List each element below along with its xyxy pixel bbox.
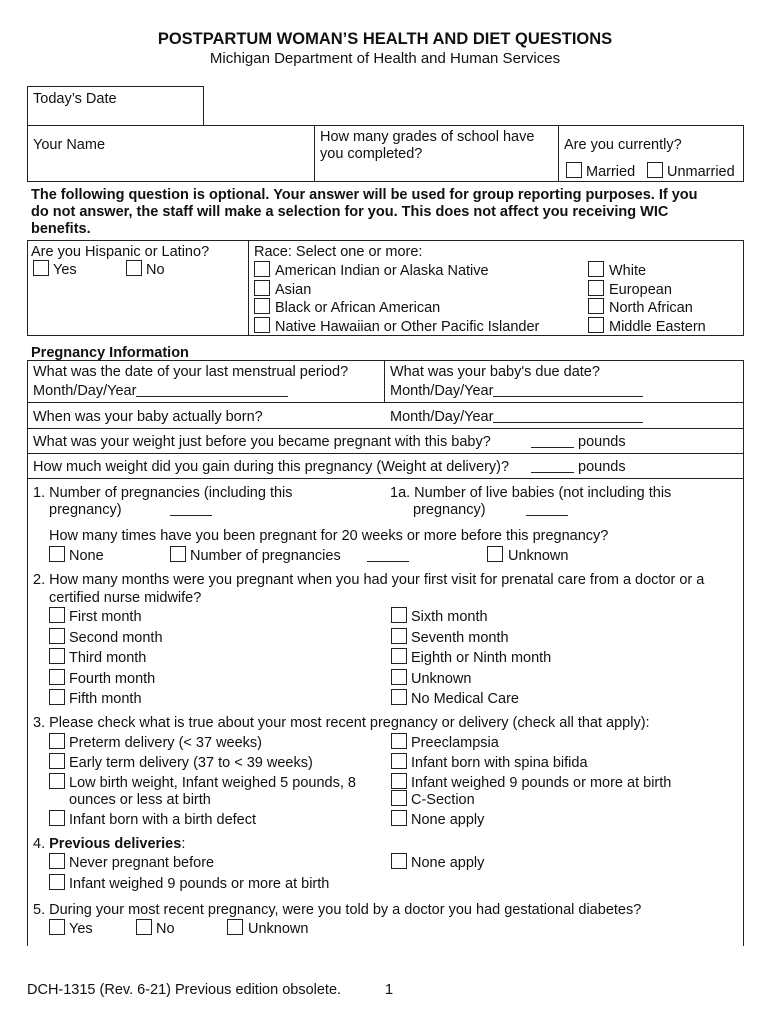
divider (27, 428, 744, 429)
due-field[interactable] (390, 382, 643, 400)
q3-checkbox[interactable] (391, 773, 407, 789)
weight-gain-field[interactable] (531, 458, 626, 476)
q1-unknown-checkbox[interactable] (487, 546, 503, 562)
hispanic-yes-checkbox[interactable] (33, 260, 49, 276)
hispanic-yes-label: Yes (53, 262, 77, 278)
q1-label: pregnancy) (49, 502, 122, 518)
born-field[interactable] (390, 408, 643, 426)
q2-checkbox[interactable] (49, 628, 65, 644)
q2-checkbox[interactable] (49, 648, 65, 664)
q2-option: No Medical Care (411, 691, 519, 707)
q1-unknown-label: Unknown (508, 548, 569, 564)
q1-number-label: Number of pregnancies (190, 548, 341, 564)
race-checkbox[interactable] (588, 261, 604, 277)
hispanic-no-label: No (146, 262, 165, 278)
q5-label: 5. During your most recent pregnancy, were you told by a doctor you had gestational diabetes? (33, 902, 642, 918)
due-question: What was your baby's due date? (390, 364, 600, 380)
marital-label: Are you currently? (564, 137, 682, 153)
q2-checkbox[interactable] (49, 669, 65, 685)
q1-number-checkbox[interactable] (170, 546, 186, 562)
optional-notice: do not answer, the staff will make a selection for you. This does not affect you receiving WIC (31, 204, 669, 220)
race-option: American Indian or Alaska Native (275, 263, 489, 279)
race-question: Race: Select one or more: (254, 244, 423, 260)
q1a-live-babies-field[interactable] (526, 502, 568, 516)
q3-checkbox[interactable] (49, 810, 65, 826)
race-checkbox[interactable] (588, 298, 604, 314)
divider (314, 125, 315, 182)
q3-checkbox[interactable] (391, 790, 407, 806)
q5-option: No (156, 921, 175, 937)
race-checkbox[interactable] (254, 317, 270, 333)
race-option: European (609, 282, 672, 298)
q4-checkbox[interactable] (49, 853, 65, 869)
hispanic-question: Are you Hispanic or Latino? (31, 244, 210, 260)
q4-number: 4. (33, 836, 46, 852)
q3-option: Infant born with a birth defect (69, 812, 256, 828)
q4-label (33, 835, 185, 853)
q3-option: Low birth weight, Infant weighed 5 pounds, 8 (69, 775, 356, 791)
form-subtitle: Michigan Department of Health and Human Services (209, 50, 561, 67)
divider (27, 402, 744, 403)
today-date-label: Today’s Date (33, 91, 117, 107)
race-option: North African (609, 300, 693, 316)
race-checkbox[interactable] (588, 317, 604, 333)
q3-option: Infant weighed 9 pounds or more at birth (411, 775, 672, 791)
q3-option: Early term delivery (37 to < 39 weeks) (69, 755, 313, 771)
q2-option: First month (69, 609, 142, 625)
q2-checkbox[interactable] (391, 648, 407, 664)
divider (558, 125, 559, 182)
q1-sub-question: How many times have you been pregnant for 20 weeks or more before this pregnancy? (49, 528, 609, 544)
divider (27, 453, 744, 454)
q3-checkbox[interactable] (391, 810, 407, 826)
q5-unknown-checkbox[interactable] (227, 919, 243, 935)
q5-option: Unknown (248, 921, 309, 937)
q2-checkbox[interactable] (391, 628, 407, 644)
q5-option: Yes (69, 921, 93, 937)
q5-yes-checkbox[interactable] (49, 919, 65, 935)
race-option: Middle Eastern (609, 319, 706, 335)
divider (248, 240, 249, 336)
q2-checkbox[interactable] (49, 689, 65, 705)
q1-number-field[interactable] (367, 548, 409, 562)
q3-label: 3. Please check what is true about your most recent pregnancy or delivery (check all that apply): (33, 715, 650, 731)
q3-option: Preeclampsia (411, 735, 499, 751)
weight-gain-question: How much weight did you gain during this pregnancy (Weight at delivery)? (33, 459, 510, 475)
q2-checkbox[interactable] (391, 669, 407, 685)
lmp-field[interactable] (33, 382, 288, 400)
q2-option: Third month (69, 650, 147, 666)
unmarried-label: Unmarried (667, 164, 735, 180)
weight-before-question: What was your weight just before you became pregnant with this baby? (33, 434, 491, 450)
grades-label: How many grades of school have (320, 129, 535, 145)
q4-checkbox[interactable] (49, 874, 65, 890)
grades-label: you completed? (320, 146, 423, 162)
q2-option: Seventh month (411, 630, 509, 646)
q2-option: Eighth or Ninth month (411, 650, 552, 666)
hispanic-no-checkbox[interactable] (126, 260, 142, 276)
race-checkbox[interactable] (254, 280, 270, 296)
page-number: 1 (385, 982, 394, 998)
married-checkbox[interactable] (566, 162, 582, 178)
weight-gain-unit: pounds (578, 459, 626, 475)
q1-label: 1. Number of pregnancies (including this (33, 485, 293, 501)
q2-label: certified nurse midwife? (49, 590, 202, 606)
born-question: When was your baby actually born? (33, 409, 263, 425)
q3-option: Infant born with spina bifida (411, 755, 588, 771)
q3-checkbox[interactable] (391, 733, 407, 749)
divider (27, 478, 744, 479)
q1-pregnancies-field[interactable] (170, 502, 212, 516)
q3-checkbox[interactable] (49, 753, 65, 769)
q4-option: None apply (411, 855, 485, 871)
q2-option: Second month (69, 630, 163, 646)
q2-option: Sixth month (411, 609, 488, 625)
q4-checkbox[interactable] (391, 853, 407, 869)
divider (384, 360, 385, 402)
q2-option: Fourth month (69, 671, 156, 687)
q3-checkbox[interactable] (49, 733, 65, 749)
q3-option: None apply (411, 812, 485, 828)
q3-option: Preterm delivery (< 37 weeks) (69, 735, 262, 751)
q4-heading: Previous deliveries (49, 836, 182, 852)
q2-checkbox[interactable] (49, 607, 65, 623)
race-option: Asian (275, 282, 312, 298)
q4-option: Never pregnant before (69, 855, 215, 871)
q3-option-cont: ounces or less at birth (69, 792, 211, 808)
q2-checkbox[interactable] (391, 607, 407, 623)
q1a-label: pregnancy) (413, 502, 486, 518)
q1-none-label: None (69, 548, 104, 564)
q4-option: Infant weighed 9 pounds or more at birth (69, 876, 330, 892)
weight-before-field[interactable] (531, 433, 626, 451)
married-label: Married (586, 164, 636, 180)
optional-notice: The following question is optional. Your answer will be used for group reporting purposes. If you (31, 187, 698, 203)
pregnancy-heading: Pregnancy Information (31, 345, 189, 361)
due-format: Month/Day/Year (390, 383, 494, 399)
q2-label: 2. How many months were you pregnant when you had your first visit for prenatal care from a doctor or a (33, 572, 705, 588)
form-title: POSTPARTUM WOMAN’S HEALTH AND DIET QUESTIONS (157, 30, 613, 48)
race-checkbox[interactable] (254, 261, 270, 277)
q2-checkbox[interactable] (391, 689, 407, 705)
race-option: Black or African American (275, 300, 441, 316)
born-format: Month/Day/Year (390, 409, 494, 425)
q3-checkbox[interactable] (391, 753, 407, 769)
race-checkbox[interactable] (588, 280, 604, 296)
q2-option: Fifth month (69, 691, 142, 707)
weight-before-unit: pounds (578, 434, 626, 450)
q1a-label: 1a. Number of live babies (not including this (390, 485, 672, 501)
q5-no-checkbox[interactable] (136, 919, 152, 935)
q3-option: C-Section (411, 792, 475, 808)
lmp-format: Month/Day/Year (33, 383, 137, 399)
lmp-question: What was the date of your last menstrual period? (33, 364, 349, 380)
q3-checkbox[interactable] (49, 773, 65, 789)
race-option: White (609, 263, 647, 279)
unmarried-checkbox[interactable] (647, 162, 663, 178)
form-id: DCH-1315 (Rev. 6-21) Previous edition obsolete. (27, 982, 342, 998)
race-checkbox[interactable] (254, 298, 270, 314)
name-label: Your Name (33, 137, 106, 153)
optional-notice: benefits. (31, 221, 91, 237)
q1-none-checkbox[interactable] (49, 546, 65, 562)
q4-colon: : (181, 836, 186, 852)
race-option: Native Hawaiian or Other Pacific Islander (275, 319, 540, 335)
q2-option: Unknown (411, 671, 472, 687)
